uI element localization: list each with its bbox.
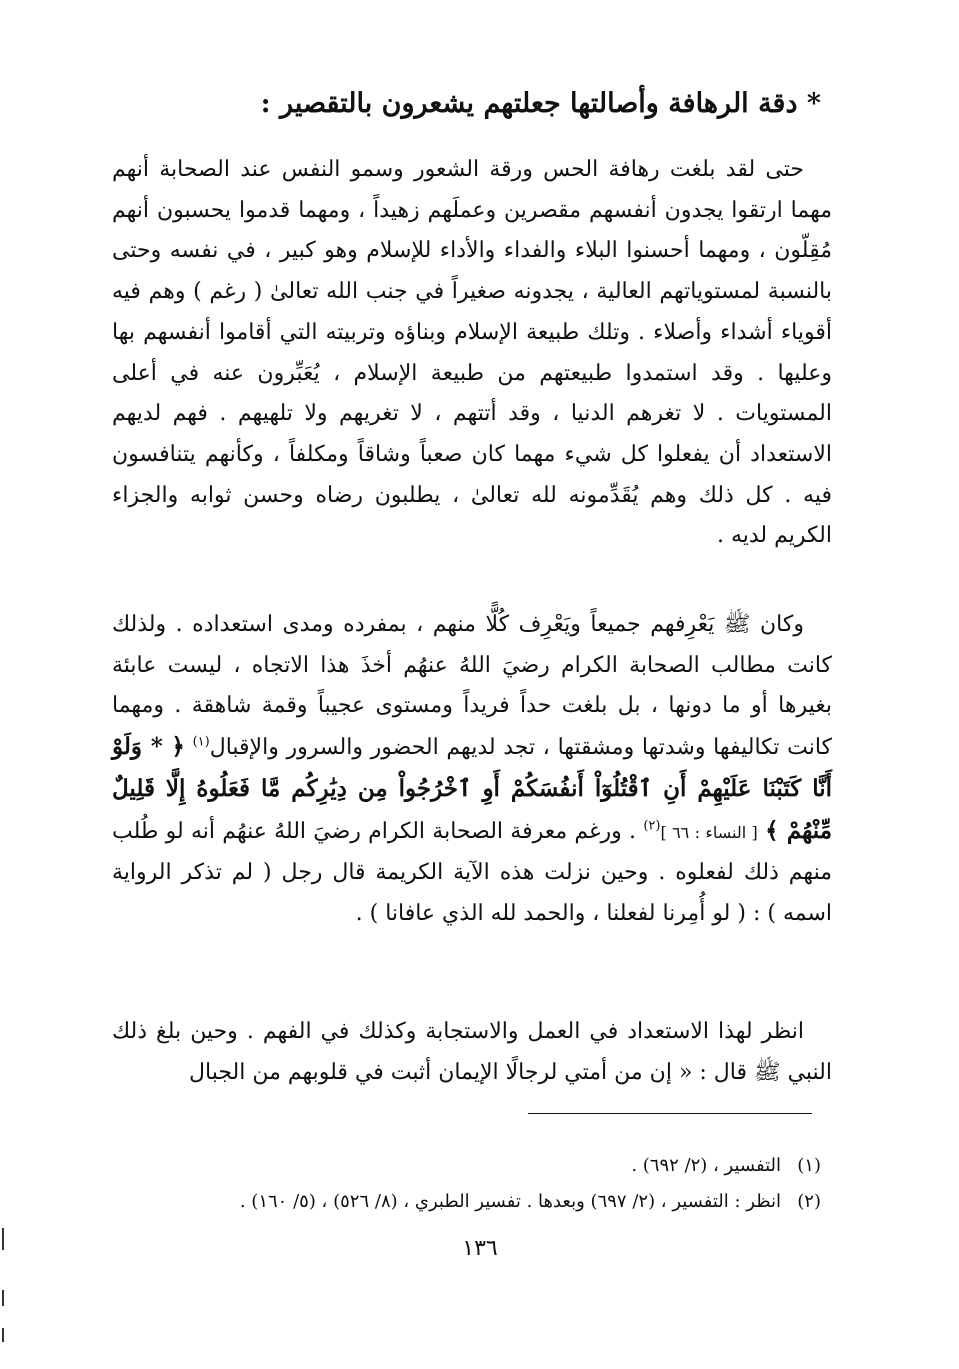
paragraph-2 <box>112 605 832 935</box>
footnote-divider <box>528 1113 812 1114</box>
footnote-number: (٢) <box>797 1191 821 1212</box>
footnote-text: التفسير ، (٢/ ٦٩٢) . <box>631 1155 781 1176</box>
scan-edge-mark <box>2 1290 4 1306</box>
quran-verse: ﴿ * وَلَوْ أَنَّا كَتَبْنَا عَلَيْهِمْ أَنِ ٱقْتُلُوٓاْ أَنفُسَكُمْ أَوِ ٱخْرُجُواْ مِن دِيَٰرِكُم مَّا فَعَلُوهُ إِلَّا قَلِيلٌ مِّنْهُمْ ﴾ <box>112 733 833 844</box>
paragraph-3-text: انظر لهذا الاستعداد في العمل والاستجابة وكذلك في الفهم . وحين بلغ ذلك النبي ﷺ قال : « إن من أمتي لرجالًا الإيمان أثبت في قلوبهم من الجبال <box>112 1019 832 1085</box>
footnote-2 <box>121 1184 821 1220</box>
paragraph-3 <box>112 1012 832 1093</box>
page-number: ١٣٦ <box>462 1236 498 1261</box>
footnote-ref-2[interactable]: (٢) <box>643 818 661 834</box>
paragraph-1-text: حتى لقد بلغت رهافة الحس ورقة الشعور وسمو النفس عند الصحابة أنهم مهما ارتقوا يجدون أنفسهم مقصرين وعملَهم زهيداً ، ومهما قدموا يحسبون أنهم مُقِلّون ، ومهما أحسنوا البلاء والفداء والأداء للإسلام وهو كبير ، في نفسه وحتى بالنسبة لمستوياتهم العالية ، يجدونه صغيراً في جنب الله تعالىٰ ( رغم ) وهم فيه أقوياء أشداء وأصلاء . وتلك طبيعة الإسلام وبناؤه وتربيته التي أقاموا أنفسهم بها وعليها . وقد استمدوا طبيعتهم من طبيعة الإسلام ، يُعَبِّرون عنه في أعلى المستويات . لا تغرهم الدنيا ، وقد أتتهم ، لا تغريهم ولا تلهيهم . فهم لديهم الاستعداد أن يفعلوا كل شيء مهما كان صعباً وشاقاً ومكلفاً ، وكأنهم يتنافسون فيه . كل ذلك وهم يُقَدِّمونه لله تعالىٰ ، يطلبون رضاه وحسن ثوابه والجزاء الكريم لديه . <box>112 157 832 549</box>
verse-reference: [ النساء : ٦٦ ] <box>660 822 758 842</box>
paragraph-2-text-a: وكان ﷺ يَعْرِفهم جميعاً ويَعْرِف كُلًّا منهم ، بمفرده ومدى استعداده . ولذلك كانت مطالب الصحابة الكرام رضيَ اللهُ عنهُم أخذَ هذا الاتجاه ، ليست عابئة بغيرها أو ما دونها ، بل بلغت حداً فريداً ومستوى عجيباً وقمة شاهقة . ومهما كانت تكاليفها وشدتها ومشقتها ، تجد لديهم الحضور والسرور والإقبال <box>112 612 833 761</box>
footnote-text: انظر : التفسير ، (٢/ ٦٩٧) وبعدها . تفسير الطبري ، (٨/ ٥٢٦) ، (٥/ ١٦٠) . <box>239 1191 781 1212</box>
paragraph-1 <box>112 150 832 557</box>
footnotes <box>121 1148 821 1220</box>
footnote-number: (١) <box>797 1155 821 1176</box>
paragraph-2-text-b: . ورغم معرفة الصحابة الكرام رضيَ اللهُ عنهُم أنه لو طُلب منهم ذلك لفعلوه . وحين نزلت هذه الآية الكريمة قال رجل ( لم تذكر الرواية اسمه ) : ( لو أُمِرنا لفعلنا ، والحمد لله الذي عافانا ) . <box>112 818 832 926</box>
footnote-1 <box>121 1148 821 1184</box>
scan-edge-mark <box>2 1228 4 1250</box>
footnote-ref-1[interactable]: (١) <box>192 734 210 750</box>
section-heading: * دقة الرهافة وأصالتها جعلتهم يشعرون بالتقصير : <box>260 88 821 119</box>
scan-edge-mark <box>2 1328 4 1342</box>
